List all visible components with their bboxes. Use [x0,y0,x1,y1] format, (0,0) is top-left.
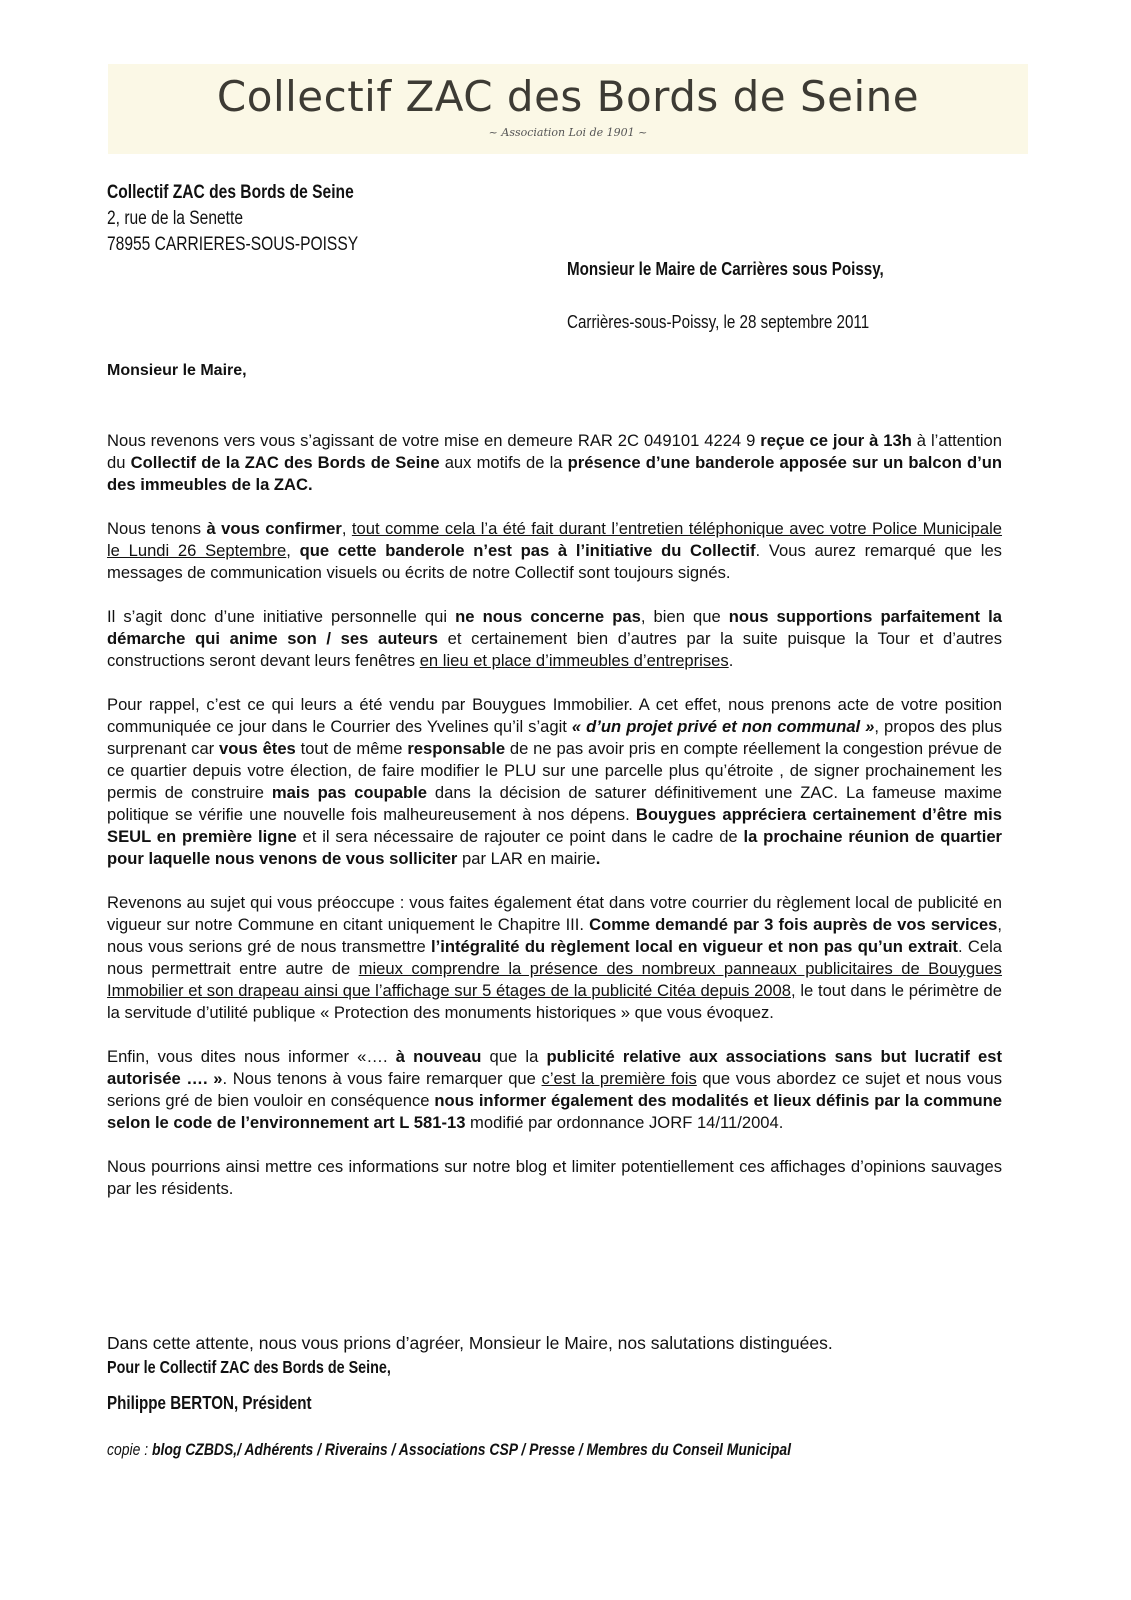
text-run: nous supportions parfaitement la démarche qui anime son / ses auteurs [107,607,1003,648]
text-run: , bien que [640,607,729,626]
text-run: , [341,519,352,538]
text-run: aux motifs de la [439,453,568,472]
text-run: Il s’agit donc d’une initiative personnelle qui [107,607,456,626]
text-run: . Nous tenons à vous faire remarquer que [222,1069,542,1088]
text-run: à l’attention du [107,431,1002,472]
text-run: tout comme cela l’a été fait durant l’entretien téléphonique avec votre Police Municipale le Lundi 26 Septembre [107,519,1002,560]
text-run: que vous abordez ce sujet et nous vous serions gré de bien vouloir en conséquence [107,1069,1003,1110]
text-run: c’est la première fois [541,1069,697,1088]
letterhead-subtitle: ~ Association Loi de 1901 ~ [488,126,648,139]
text-run: . [728,651,734,670]
paragraph-1 [107,430,1002,496]
text-run: . [595,849,601,868]
sender-city: 78955 CARRIERES-SOUS-POISSY [107,234,359,255]
text-run: responsable [407,739,506,758]
letterhead-banner [108,64,1028,154]
text-run: en lieu et place d’immeubles d’entreprises [419,651,729,670]
text-run: vous êtes [219,739,296,758]
text-run: Bouygues appréciera certainement d’être mis SEUL en première ligne [107,805,1002,846]
text-run: Revenons au sujet qui vous préoccupe : vous faites également état dans votre courrier du règlement local de publicité en vigueur sur notre Commune en citant uniquement le Chapitre III. [107,893,1002,934]
text-run: que la [481,1047,547,1066]
text-run: le tout dans le périmètre de la servitude d’utilité publique « Protection des monuments historiques » que vous évoquez. [107,981,1002,1022]
text-run: « d’un projet privé et non communal » [571,717,875,736]
closing-line: Dans cette attente, nous vous prions d’agréer, Monsieur le Maire, nos salutations distinguées. [107,1333,833,1353]
text-run: Comme demandé par 3 fois auprès de vos services [589,915,998,934]
text-run: publicité relative aux associations sans but lucratif est autorisée …. » [107,1047,1002,1088]
closing-block [107,1331,1002,1379]
text-run: Enfin, vous dites nous informer «…. [107,1047,396,1066]
closing-for: Pour le Collectif ZAC des Bords de Seine, [107,1357,391,1377]
text-run: reçue ce jour à 13h [760,431,912,450]
text-run: et certainement bien d’autres par la suite puisque la Tour et d’autres constructions seront devant leurs fenêtres [107,629,1002,670]
text-run: nous informer également des modalités et lieux définis par la commune selon le code de l’environnement art L 581-13 [107,1091,1002,1132]
text-run: à vous confirmer [206,519,342,538]
text-run: présence d’une banderole apposée sur un balcon d’un des immeubles de la ZAC. [107,453,1003,494]
paragraph-6 [107,1046,1002,1134]
paragraph-4 [107,694,1002,870]
text-run: . Vous aurez remarqué que les messages de communication visuels ou écrits de notre Collectif sont toujours signés. [107,541,1002,582]
paragraph-3 [107,606,1002,672]
signer: Philippe BERTON, Président [107,1392,312,1413]
copies-prefix: copie : [107,1440,152,1459]
text-run: ne nous concerne pas [455,607,641,626]
paragraph-5 [107,892,1002,1024]
text-run: de ne pas avoir pris en compte réellement la congestion prévue de ce quartier depuis votre élection, de faire modifier le PLU sur une parcelle plus qu’étroite , de signer prochainement les permis de construire [107,739,1002,802]
text-run: Nous pourrions ainsi mettre ces informations sur notre blog et limiter potentiellement ces affichages d’opinions sauvages par les résidents. [107,1157,1002,1198]
text-run: l’intégralité du règlement local en vigueur et non pas qu’un extrait [431,937,958,956]
text-run: et il sera nécessaire de rajouter ce point dans le cadre de [296,827,744,846]
text-run: Nous revenons vers vous s’agissant de votre mise en demeure RAR 2C 049101 4224 9 [107,431,761,450]
letterhead-title: Collectif ZAC des Bords de Seine [216,72,920,121]
text-run: tout de même [295,739,408,758]
text-run: la prochaine réunion de quartier pour laquelle nous venons de vous solliciter [107,827,1002,868]
copies-line [107,1440,791,1460]
text-run: mieux comprendre la présence des nombreux panneaux publicitaires de Bouygues Immobilier et son drapeau ainsi que l’affichage sur 5 étages de la publicité Citéa depuis 2008, [107,959,1002,1000]
salutation: Monsieur le Maire, [107,362,247,379]
sender-address [107,180,358,258]
text-run: Collectif de la ZAC des Bords de Seine [130,453,440,472]
text-run: que cette banderole n’est pas à l’initiative du Collectif [299,541,756,560]
dateline: Carrières-sous-Poissy, le 28 septembre 2011 [567,311,870,332]
text-run: modifié par ordonnance JORF 14/11/2004. [465,1113,784,1132]
text-run: , propos des plus surprenant car [107,717,1003,758]
text-run: , [286,541,300,560]
text-run: Pour rappel, c’est ce qui leurs a été vendu par Bouygues Immobilier. A cet effet, nous prenons acte de votre position communiquée ce jour dans le Courrier des Yvelines qu’il s’agit [107,695,1002,736]
paragraph-7 [107,1156,1002,1200]
sender-name: Collectif ZAC des Bords de Seine [107,182,354,203]
text-run: . Cela nous permettrait entre autre de [107,937,1003,978]
text-run: mais pas coupable [271,783,427,802]
sender-street: 2, rue de la Senette [107,208,243,229]
copies-list: blog CZBDS,/ Adhérents / Riverains / Associations CSP / Presse / Membres du Conseil Municipal [151,1440,792,1459]
paragraph-2 [107,518,1002,584]
text-run: par LAR en mairie [457,849,596,868]
text-run: , nous vous serions gré de nous transmettre [107,915,1002,956]
text-run: Nous tenons [107,519,207,538]
recipient: Monsieur le Maire de Carrières sous Poissy, [567,258,884,279]
text-run: dans la décision de saturer définitivement une ZAC. La fameuse maxime politique se vérifie une nouvelle fois malheureusement à nos dépens. [107,783,1002,824]
text-run: à nouveau [395,1047,482,1066]
letter-body [107,430,1002,1244]
